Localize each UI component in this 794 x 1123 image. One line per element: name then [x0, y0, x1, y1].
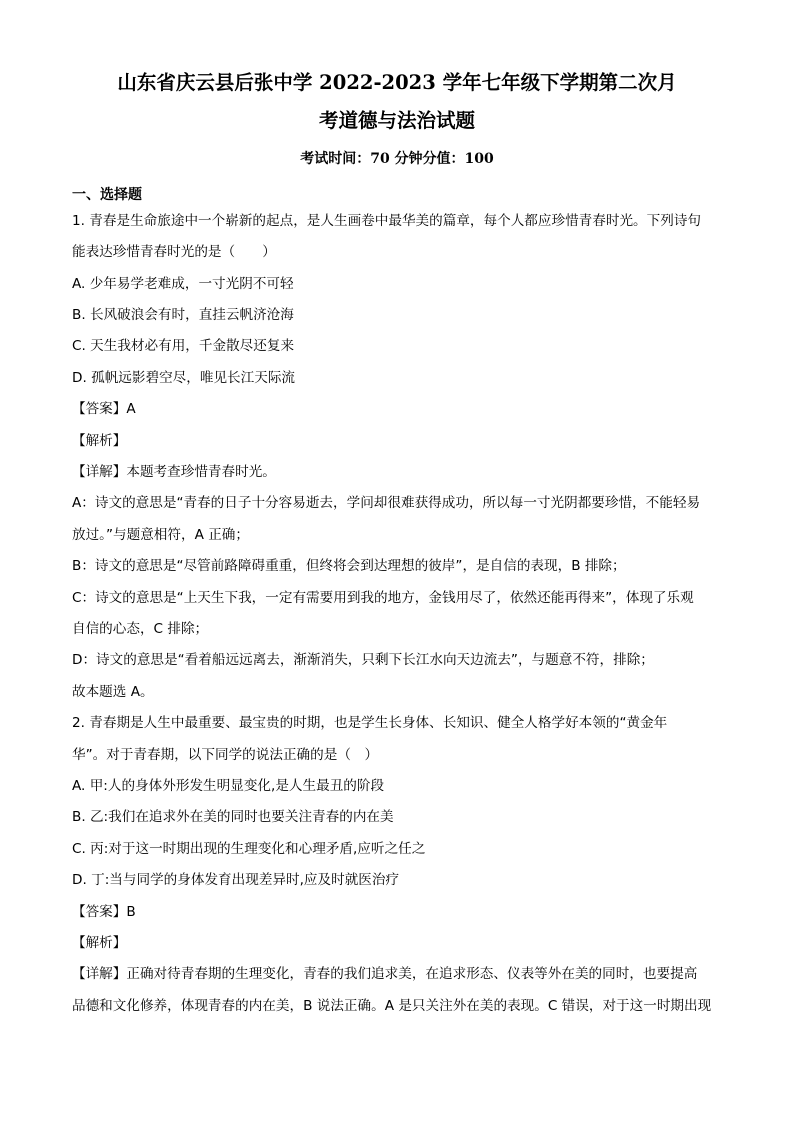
question-1 [72, 206, 722, 709]
q1-detail: 【详解】本题考查珍惜青春时光。 [72, 463, 276, 480]
q1-explain-line-7: 故本题选 A。 [72, 683, 154, 700]
q1-analysis-label: 【解析】 [72, 432, 127, 449]
q2-detail-line-1: 【详解】正确对待青春期的生理变化，青春的我们追求美，在追求形态、仪表等外在美的同时，也要提高 [72, 966, 698, 983]
q1-explain-line-1: A：诗文的意思是“青春的日子十分容易逝去，学问却很难获得成功，所以每一寸光阴都要珍惜，不能轻易 [72, 495, 701, 512]
q2-option-a: A. 甲:人的身体外形发生明显变化,是人生最丑的阶段 [72, 778, 385, 794]
q2-option-d: D. 丁:当与同学的身体发育出现差异时,应及时就医治疗 [72, 872, 400, 889]
q2-stem-line-1: 2. 青春期是人生中最重要、最宝贵的时期，也是学生长身体、长知识、健全人格学好本领的“黄金年 [72, 715, 668, 732]
q1-option-b: B. 长风破浪会有时，直挂云帆济沧海 [72, 306, 294, 323]
q2-option-b: B. 乙:我们在追求外在美的同时也要关注青春的内在美 [72, 809, 394, 826]
q1-explain-line-4: C：诗文的意思是“上天生下我，一定有需要用到我的地方，金钱用尽了，依然还能再得来”，体现了乐观 [72, 589, 694, 606]
q1-explain-line-3: B：诗文的意思是“尽管前路障碍重重，但终将会到达理想的彼岸”，是自信的表现，B 排除； [72, 558, 626, 575]
q1-stem-line-2: 能表达珍惜青春时光的是（ ） [72, 244, 276, 261]
q1-option-c: C. 天生我材必有用，千金散尽还复来 [72, 338, 295, 355]
q2-stem-line-2: 华”。对于青春期，以下同学的说法正确的是（ ） [72, 746, 379, 763]
question-2 [72, 708, 722, 1022]
q2-detail-line-2: 品德和文化修养，体现青春的内在美，B 说法正确。A 是只关注外在美的表现。C 错误，对于这一时期出现 [72, 997, 712, 1014]
q1-explain-line-5: 自信的心态，C 排除； [72, 620, 209, 637]
q1-option-a: A. 少年易学老难成，一寸光阴不可轻 [72, 275, 294, 292]
q1-answer: 【答案】A [72, 401, 136, 418]
exam-info: 考试时间：70 分钟分值：100 [300, 150, 494, 167]
section-heading: 一、选择题 [72, 186, 142, 203]
q1-explain-line-2: 放过。”与题意相符，A 正确； [72, 526, 249, 543]
title-line-2: 考道德与法治试题 [318, 109, 475, 133]
q1-explain-line-6: D：诗文的意思是“看着船远远离去，渐渐消失，只剩下长江水向天边流去”，与题意不符，排除； [72, 652, 654, 669]
q2-option-c: C. 丙:对于这一时期出现的生理变化和心理矛盾,应听之任之 [72, 840, 426, 857]
q2-analysis-label: 【解析】 [72, 935, 127, 952]
q1-stem-line-1: 1. 青春是生命旅途中一个崭新的起点，是人生画卷中最华美的篇章，每个人都应珍惜青春时光。下列诗句 [72, 212, 702, 229]
q1-option-d: D. 孤帆远影碧空尽，唯见长江天际流 [72, 369, 296, 386]
q2-answer: 【答案】B [72, 903, 136, 920]
title-line-1: 山东省庆云县后张中学 2022-2023 学年七年级下学期第二次月 [117, 71, 677, 94]
